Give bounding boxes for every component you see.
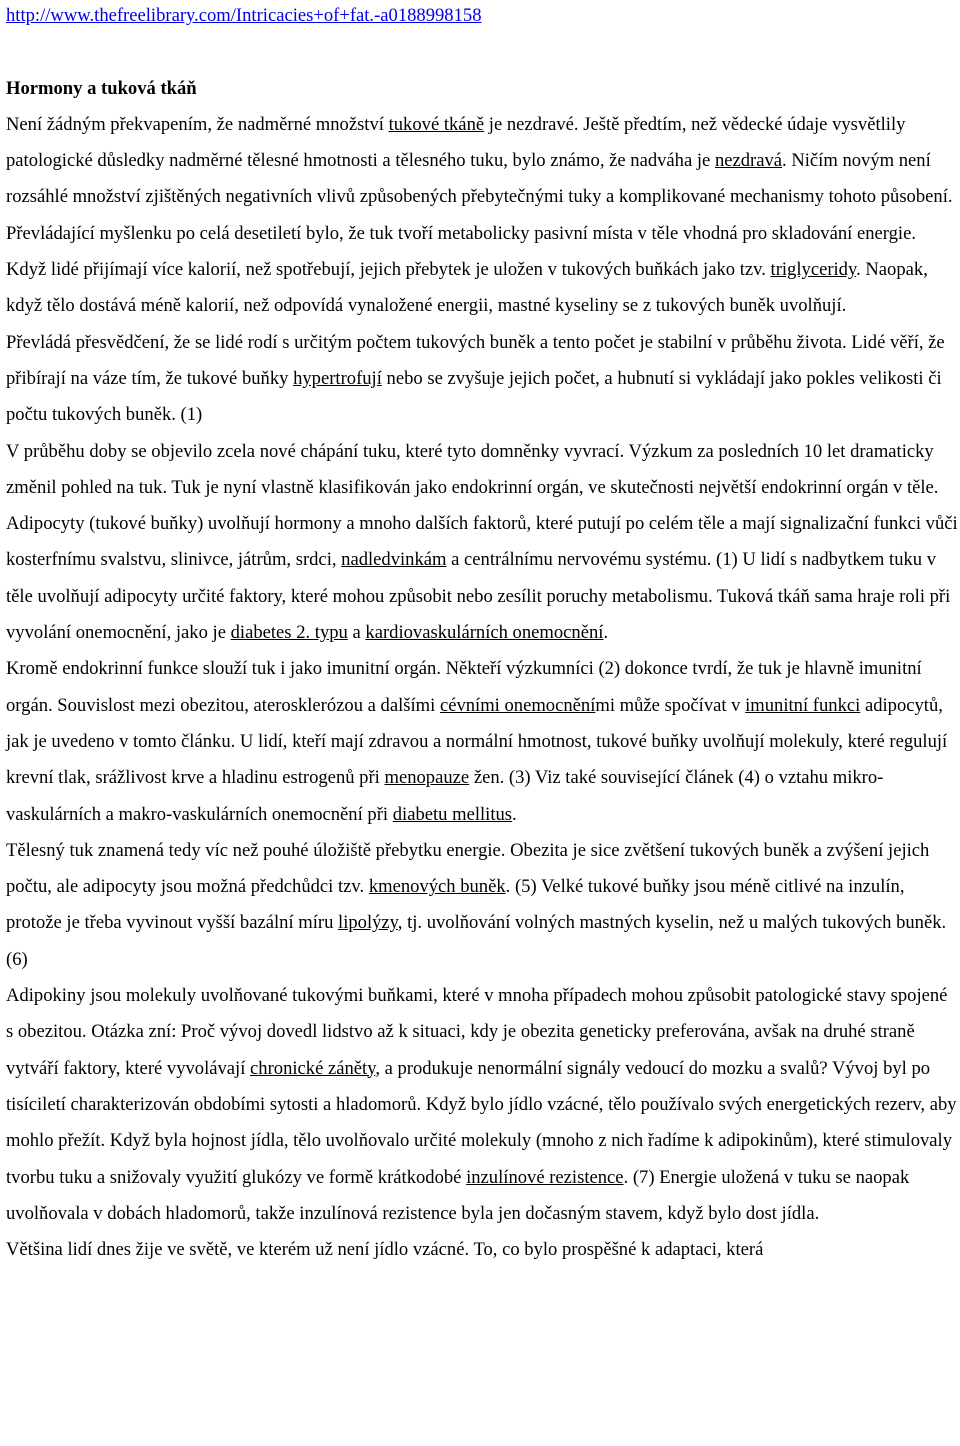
text-segment: adipocytů, jak je uvedeno v tomto článku. U lidí, kteří mají zdravou a normální hmotnost, tukové buňky uvolňují molekuly, které regulují krevní tlak, srážlivost krve a hladinu estrogenů při: [6, 694, 948, 789]
glossary-link[interactable]: nadledvinkám: [341, 549, 447, 571]
glossary-link[interactable]: chronické záněty: [250, 1057, 376, 1079]
glossary-link[interactable]: cévními onemocnění: [439, 694, 596, 716]
paragraph: [6, 434, 958, 652]
section-heading: Hormony a tuková tkáň: [6, 77, 197, 99]
paragraph: [6, 833, 958, 978]
text-segment: Adipokiny jsou molekuly uvolňované tukovými buňkami, které v mnoha případech mohou způsobit patologické stavy spojené s obezitou. Otázka zní: Proč vývoj dovedl lidstvo až k situaci, kdy je obezita geneticky preferována, avšak na druhé straně vytváří faktory, které vyvolávají: [6, 985, 948, 1079]
source-link[interactable]: http://www.thefreelibrary.com/Intricacies+of+fat.-a0188998158: [6, 5, 482, 26]
paragraph: [6, 107, 958, 216]
text-segment: , tj. uvolňování volných mastných kyselin, než u malých tukových buněk. (6): [6, 912, 947, 970]
text-segment: . (5) Velké tukové buňky jsou méně citlivé na inzulín, protože je třeba vyvinout vyšší bazální míru: [6, 876, 905, 934]
text-segment: , a produkuje nenormální signály vedoucí do mozku a svalů? Vývoj byl po tisíciletí charakterizován obdobími sytosti a hladomorů. Když bylo jídlo vzácné, tělo používalo svých energetických rezerv, aby mohlo přežít. Když byla hojnost jídla, tělo uvolňovalo určité molekuly (mnoho z nich řadíme k adipokinům), které stimulovaly tvorbu tuku a snižovaly využití glukózy ve formě krátkodobé: [6, 1057, 957, 1188]
body-text: [6, 107, 958, 1269]
paragraph: [6, 978, 958, 1232]
glossary-link[interactable]: hypertrofují: [293, 367, 382, 389]
glossary-link[interactable]: inzulínové rezistence: [466, 1166, 624, 1188]
glossary-link[interactable]: diabetes 2. typu: [230, 622, 348, 644]
text-segment: Převládající myšlenku po celá desetiletí bylo, že tuk tvoří metabolicky pasivní místa v těle vhodná pro skladování energie. Když lidé přijímají více kalorií, než spotřebují, jejich přebytek je uložen v tukových buňkách jako tzv.: [6, 222, 916, 281]
text-segment: žen. (3) Viz také související článek (4) o vztahu mikro-vaskulárních a makro-vaskulárních onemocnění při: [6, 767, 884, 825]
text-segment: nebo se zvyšuje jejich počet, a hubnutí si vykládají jako pokles velikosti či počtu tukových buněk. (1): [6, 367, 942, 426]
text-segment: a centrálnímu nervovému systému. (1) U lidí s nadbytkem tuku v těle uvolňují adipocyty určité faktory, které mohou způsobit nebo zesílit poruchy metabolismu. Tuková tkáň sama hraje roli při vyvolání onemocnění, jako je: [6, 549, 951, 644]
glossary-link[interactable]: tukové tkáně: [388, 113, 485, 135]
glossary-link[interactable]: diabetu mellitus: [392, 803, 513, 825]
glossary-link[interactable]: imunitní funkci: [745, 694, 861, 716]
glossary-link[interactable]: kmenových buněk: [368, 876, 506, 898]
glossary-link[interactable]: menopauze: [384, 767, 470, 789]
text-segment: .: [512, 803, 517, 825]
text-segment: .: [603, 622, 609, 644]
glossary-link[interactable]: lipolýzy: [338, 912, 398, 934]
spacer: [6, 34, 958, 70]
text-segment: . Naopak, když tělo dostává méně kalorií, než odpovídá vynaložené energii, mastné kyseliny se z tukových buněk uvolňují.: [6, 259, 928, 317]
text-segment: . Ničím novým není rozsáhlé množství zjištěných negativních vlivů způsobených přebytečnými tuky a komplikované mechanismy tohoto působení.: [6, 150, 953, 208]
paragraph: [6, 1232, 958, 1268]
text-segment: V průběhu doby se objevilo zcela nové chápání tuku, které tyto domněnky vyvrací. Výzkum za posledních 10 let dramaticky změnil pohled na tuk. Tuk je nyní vlastně klasifikován jako endokrinní orgán, ve skutečnosti největší endokrinní orgán v těle. Adipocyty (tukové buňky) uvolňují hormony a mnoho dalších faktorů, které putují po celém těle a mají signalizační funkci vůči kosterfnímu svalstvu, slinivce, játrům, srdci,: [6, 440, 958, 571]
paragraph: [6, 651, 958, 832]
text-segment: Kromě endokrinní funkce slouží tuk i jako imunitní orgán. Někteří výzkumníci (2) dokonce tvrdí, že tuk je hlavně imunitní orgán. Souvislost mezi obezitou, aterosklerózou a dalšími: [6, 658, 922, 716]
text-segment: Není žádným překvapením, že nadměrné množství: [6, 113, 389, 135]
text-segment: . (7) Energie uložená v tuku se naopak uvolňovala v dobách hladomorů, takže inzulínová rezistence byla jen dočasným stavem, když bylo dost jídla.: [6, 1166, 910, 1224]
text-segment: Tělesný tuk znamená tedy víc než pouhé úložiště přebytku energie. Obezita je sice zvětšení tukových buněk a zvýšení jejich počtu, ale adipocyty jsou možná předchůdci tzv.: [6, 839, 930, 898]
text-segment: Většina lidí dnes žije ve světě, ve kterém už není jídlo vzácné. To, co bylo prospěšné k adaptaci, která: [6, 1239, 764, 1261]
paragraph: [6, 216, 958, 325]
text-segment: a: [347, 622, 366, 644]
paragraph: [6, 325, 958, 434]
glossary-link[interactable]: triglyceridy: [770, 259, 857, 281]
glossary-link[interactable]: nezdravá: [714, 150, 783, 172]
glossary-link[interactable]: kardiovaskulárních onemocnění: [365, 622, 604, 644]
text-segment: mi může spočívat v: [595, 694, 746, 716]
text-segment: je nezdravé. Ještě předtím, než vědecké údaje vysvětlily patologické důsledky nadměrné tělesné hmotnosti a tělesného tuku, bylo známo, že nadváha je: [6, 113, 906, 172]
text-segment: Převládá přesvědčení, že se lidé rodí s určitým počtem tukových buněk a tento počet je stabilní v průběhu života. Lidé věří, že přibírají na váze tím, že tukové buňky: [6, 331, 945, 389]
